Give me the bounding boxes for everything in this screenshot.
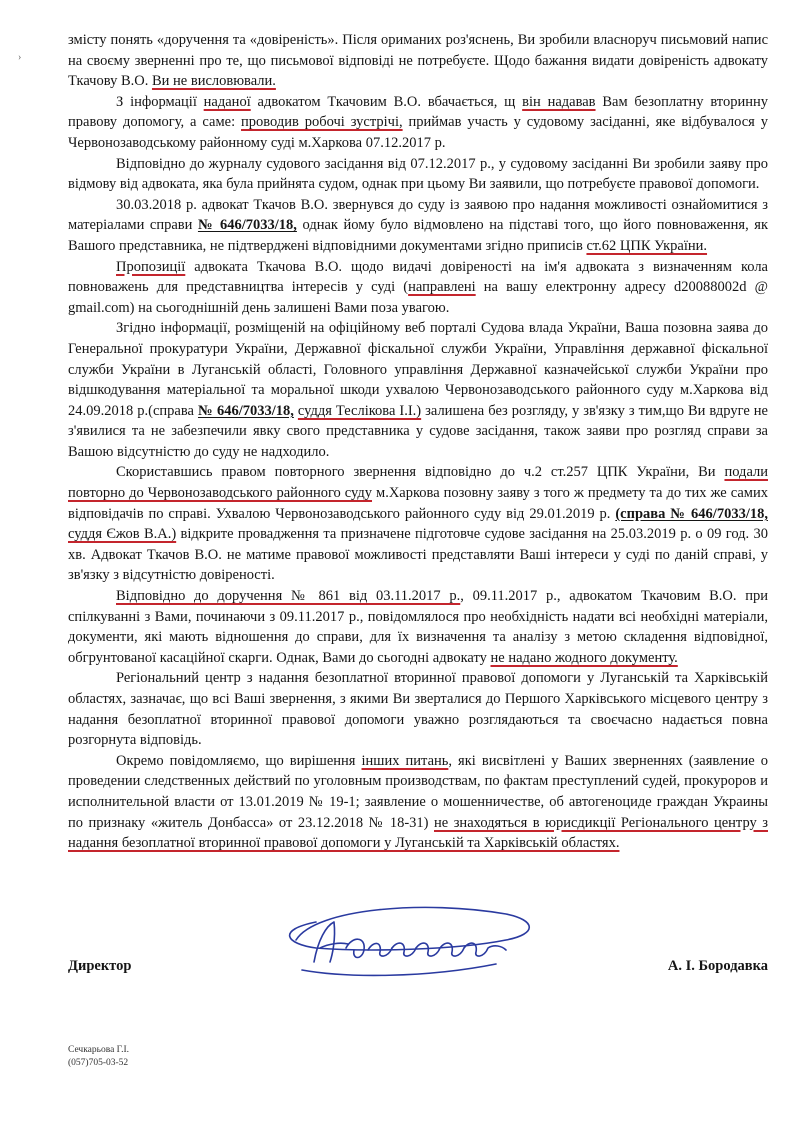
letter-paragraph	[68, 586, 768, 668]
text-segment: Регіональний центр з надання безоплатної вторинної правової допомоги у Луганській та Харківській областях, зазначає, що всі Ваші звернення, з якими Ви зверталися до Першого Харківського місцевого центру з надання безоплатної вторинної правової допомоги уважно розглядаються та своєчасно надається повна розгорнута відповідь.	[68, 670, 768, 749]
underlined-text-segment: Ви не висловювали.	[151, 73, 276, 90]
underlined-text-segment: ст.62 ЦПК України.	[586, 237, 708, 254]
letter-paragraph	[68, 751, 768, 854]
letter-paragraph	[68, 154, 768, 195]
underlined-text-segment: Відповідно до доручення № 861 від 03.11.2017 р.	[116, 588, 461, 605]
text-segment: однак йому було відмовлено на підставі того, що його повноваження, як Вашого представника, не підтверджені відповідними документами згідно приписів	[68, 217, 768, 254]
underlined-text-segment: він надавав	[522, 93, 596, 110]
underlined-text-segment: не знаходяться в юрисдикції Регіонального центру з надання безоплатної вторинної правової допомоги у Луганській та Харківській областях.	[68, 814, 768, 852]
handwritten-signature	[256, 900, 546, 990]
underlined-text-segment: Пропозиції	[116, 258, 186, 275]
text-segment: Вам безоплатну вторинну правову допомогу, а саме:	[68, 93, 768, 131]
text-segment: на вашу електронну адресу d20088002d @ gmail.com) на сьогоднішній день залишені Вами поза увагою.	[68, 279, 769, 316]
text-segment: адвоката Ткачова В.О. щодо видачі довіреності на ім'я адвоката з визначенням кола повноважень для представництва інтересів у суді (	[68, 258, 768, 296]
letter-paragraph	[68, 30, 768, 92]
underlined-text-segment: суддя Теслікова І.І.)	[297, 402, 422, 419]
underlined-text-segment: суддя Єжов В.А.)	[68, 526, 177, 543]
underlined-text-segment: наданої	[203, 93, 251, 110]
bold-case-number: № 646/7033/18,	[197, 402, 294, 419]
signer-name: А. І. Бородавка	[667, 958, 768, 974]
bold-case-number: (справа № 646/7033/18,	[615, 505, 768, 522]
underlined-text-segment: направлені	[408, 279, 476, 296]
text-segment: залишена без розгляду, у зв'язку з тим,що Ви вдруге не з'явилися та не забезпечили явку свого представника у судове засідання, також заяви про розгляд справи за Вашою відсутністю до суду не надходило.	[68, 402, 768, 460]
text-segment: приймав участь у судовому засіданні, яке відбувалося у Червонозаводському районному суді м.Харкова 07.12.2017 р.	[68, 114, 768, 151]
text-segment: м.Харкова позовну заяву з того ж предмету та до тих же самих відповідачів по справі. Ухвалою Червонозаводського районного суду від 29.01.2019 р.	[68, 485, 768, 522]
letter-paragraph	[68, 92, 768, 154]
executor-name: Сечкарьова Г.І.	[68, 1045, 130, 1055]
underlined-text-segment: інших питань	[361, 752, 449, 769]
letter-body	[68, 30, 768, 854]
letter-paragraph	[68, 257, 768, 319]
letter-paragraph	[68, 462, 768, 586]
margin-mark: ›	[18, 52, 22, 63]
underlined-text-segment: проводив робочі зустрічі,	[241, 114, 403, 131]
underlined-text-segment: подали повторно до Червонозаводського районного суду	[68, 464, 768, 502]
signer-title: Директор	[68, 958, 132, 974]
text-segment: відкрите провадження та призначене підготовче судове засідання на 25.03.2019 р. о 09 год. 30 хв. Адвокат Ткачов В.О. не матиме правової можливості представляти Ваші інтереси у суді по даній справі, у зв'язку з відсутністю довіреності.	[68, 526, 768, 584]
text-segment: Згідно інформації, розміщеній на офіційному веб порталі Судова влада України, Ваша позовна заява до Генеральної прокуратури України, Державної фіскальної служби України, Управління державної фіскальної служби України в Луганській області, Головного управління Державної казначейської служби України про відшкодування матеріальної та моральної шкоди ухвалою Червонозаводського районного суду м.Харкова від 24.09.2018 р.(справа	[68, 320, 768, 419]
text-segment: Скориставшись правом повторного звернення відповідно до ч.2 ст.257 ЦПК України, Ви	[116, 464, 725, 481]
bold-case-number: № 646/7033/18,	[197, 217, 297, 234]
executor-phone: (057)705-03-52	[68, 1058, 129, 1068]
text-segment: Відповідно до журналу судового засідання від 07.12.2017 р., у судовому засіданні Ви зробили заяву про відмову від адвоката, яка була прийнята судом, однак при цьому Ви заявили, що потребуєте правової допомоги.	[68, 155, 768, 193]
text-segment: З інформації	[116, 93, 204, 110]
executor-footer	[68, 1044, 129, 1070]
letter-paragraph	[68, 668, 768, 750]
text-segment: , які висвітлені у Ваших зверненнях (заявление о проведении следственных действий по уголовным производствам, по фактам преступлений судей, прокуроров и исполнительной власти от 13.01.2019 № 19-1; заявление о мошенничестве, об автогеноциде граждан Украины по признаку «житель Донбасса» от 23.12.2018 № 18-31)	[68, 752, 768, 831]
text-segment: , 09.11.2017 р., адвокатом Ткачовим В.О. при спілкуванні з Вами, починаючи з 09.11.2017 р., повідомлялося про необхідність надати всі необхідні матеріали, документи, які мають відношення до справи, для їх визначення та аналізу з метою складення відповідної, обгрунтованої касаційної скарги. Однак, Вами до сьогодні адвокату	[68, 588, 768, 666]
letter-paragraph	[68, 318, 768, 462]
letter-paragraph	[68, 195, 768, 257]
underlined-text-segment: не надано жодного документу.	[490, 649, 678, 666]
text-segment: адвокатом Ткачовим В.О. вбачається, щ	[250, 93, 523, 110]
text-segment: змісту понять «доручення та «довіреність». Після оримaних роз'яснень, Ви зробили власноруч письмовий напис на своєму зверненні про те, що письмової відповіді не потребуєте. Щодо бажання видати довіреність адвокату Ткачову В.О.	[68, 32, 768, 90]
text-segment: Окремо повідомляємо, що вирішення	[116, 752, 362, 769]
text-segment: 30.03.2018 р. адвокат Ткачов В.О. звернувся до суду із заявою про надання можливості ознайомитися з матеріалами справи	[68, 196, 768, 234]
